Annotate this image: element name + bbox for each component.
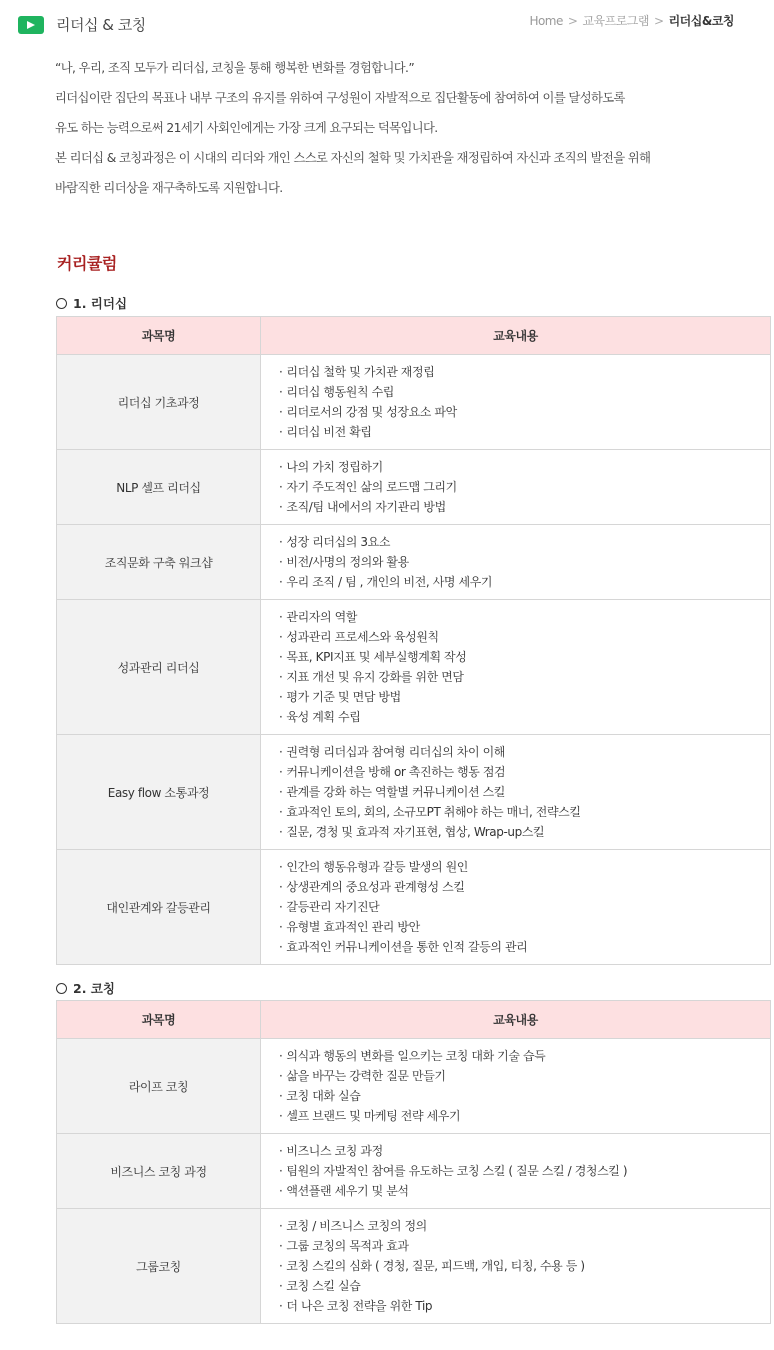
content-item: · 코칭 스킬의 심화 ( 경청, 질문, 피드백, 개입, 티칭, 수용 등 ) <box>279 1256 770 1276</box>
content-item: · 자기 주도적인 삶의 로드맵 그리기 <box>279 477 770 497</box>
table-header-row <box>57 317 771 355</box>
content-item: · 질문, 경청 및 효과적 자기표현, 협상, Wrap-up스킬 <box>279 822 770 842</box>
table-row <box>57 450 771 525</box>
course-name: Easy flow 소통과정 <box>57 735 261 850</box>
content-item: · 비즈니스 코칭 과정 <box>279 1141 770 1161</box>
content-item: · 코칭 대화 실습 <box>279 1086 770 1106</box>
course-name: 조직문화 구축 워크샵 <box>57 525 261 600</box>
curriculum-table <box>56 1000 771 1324</box>
table-row <box>57 1039 771 1134</box>
content-list <box>279 1216 770 1316</box>
column-header-course: 과목명 <box>57 317 261 355</box>
course-name: 라이프 코칭 <box>57 1039 261 1134</box>
course-name: 성과관리 리더십 <box>57 600 261 735</box>
content-list <box>279 1046 770 1126</box>
intro-line: 유도 하는 능력으로써 21세기 사회인에게는 가장 크게 요구되는 덕목입니다. <box>55 121 438 135</box>
breadcrumb-program-link[interactable]: 교육프로그램 <box>582 14 649 28</box>
course-content <box>261 735 771 850</box>
breadcrumb-current: 리더십&코칭 <box>668 14 734 28</box>
content-list <box>279 1141 770 1201</box>
course-content <box>261 450 771 525</box>
course-name: NLP 셀프 리더십 <box>57 450 261 525</box>
subsection-title <box>56 294 127 312</box>
content-list <box>279 607 770 727</box>
course-content <box>261 355 771 450</box>
table-row <box>57 355 771 450</box>
content-item: · 리더십 철학 및 가치관 재정립 <box>279 362 770 382</box>
course-name: 그룹코칭 <box>57 1209 261 1324</box>
breadcrumb <box>529 12 734 29</box>
content-list <box>279 742 770 842</box>
content-item: · 리더십 비전 확립 <box>279 422 770 442</box>
content-item: · 평가 기준 및 면담 방법 <box>279 687 770 707</box>
content-item: · 관리자의 역할 <box>279 607 770 627</box>
content-item: · 성장 리더십의 3요소 <box>279 532 770 552</box>
table-row <box>57 600 771 735</box>
content-item: · 팀원의 자발적인 참여를 유도하는 코칭 스킬 ( 질문 스킬 / 경청스킬 ) <box>279 1161 770 1181</box>
column-header-content: 교육내용 <box>261 1001 771 1039</box>
course-name: 리더십 기초과정 <box>57 355 261 450</box>
content-item: · 비전/사명의 정의와 활용 <box>279 552 770 572</box>
content-item: · 지표 개선 및 유지 강화를 위한 면담 <box>279 667 770 687</box>
content-item: · 성과관리 프로세스와 육성원칙 <box>279 627 770 647</box>
content-item: · 코칭 스킬 실습 <box>279 1276 770 1296</box>
content-list <box>279 362 770 442</box>
curriculum-title: 커리큘럼 <box>57 254 117 273</box>
course-content <box>261 600 771 735</box>
table-row <box>57 850 771 965</box>
intro-quote: “나, 우리, 조직 모두가 리더십, 코칭을 통해 행복한 변화를 경험합니다.” <box>55 61 415 75</box>
chevron-right-icon: > <box>654 13 664 28</box>
content-item: · 리더로서의 강점 및 성장요소 파악 <box>279 402 770 422</box>
content-item: · 더 나은 코칭 전략을 위한 Tip <box>279 1296 770 1316</box>
circle-bullet-icon <box>56 298 67 309</box>
intro-line: 본 리더십 & 코칭과정은 이 시대의 리더와 개인 스스로 자신의 철학 및 가치관을 재정립하여 자신과 조직의 발전을 위해 <box>55 151 651 165</box>
content-item: · 효과적인 토의, 회의, 소규모PT 취해야 하는 매너, 전략스킬 <box>279 802 770 822</box>
course-content <box>261 525 771 600</box>
content-item: · 액션플랜 세우기 및 분석 <box>279 1181 770 1201</box>
content-list <box>279 457 770 517</box>
table-row <box>57 525 771 600</box>
course-content <box>261 1134 771 1209</box>
content-item: · 코칭 / 비즈니스 코칭의 정의 <box>279 1216 770 1236</box>
column-header-course: 과목명 <box>57 1001 261 1039</box>
content-item: · 갈등관리 자기진단 <box>279 897 770 917</box>
content-item: · 육성 계획 수립 <box>279 707 770 727</box>
content-item: · 효과적인 커뮤니케이션을 통한 인적 갈등의 관리 <box>279 937 770 957</box>
content-item: · 커뮤니케이션을 방해 or 촉진하는 행동 점검 <box>279 762 770 782</box>
intro-line: 바람직한 리더상을 재구축하도록 지원합니다. <box>55 181 283 195</box>
content-item: · 목표, KPI지표 및 세부실행계획 작성 <box>279 647 770 667</box>
page-title: 리더십 & 코칭 <box>56 16 146 34</box>
table-row <box>57 735 771 850</box>
subsection-title <box>56 979 115 997</box>
content-list <box>279 532 770 592</box>
content-item: · 인간의 행동유형과 갈등 발생의 원인 <box>279 857 770 877</box>
intro-text <box>55 58 755 208</box>
breadcrumb-home-link[interactable]: Home <box>529 13 563 28</box>
subsection-title-text: 1. 리더십 <box>73 296 128 311</box>
page-header <box>0 0 774 48</box>
circle-bullet-icon <box>56 983 67 994</box>
content-item: · 나의 가치 정립하기 <box>279 457 770 477</box>
subsection-title-text: 2. 코칭 <box>73 981 115 996</box>
table-row <box>57 1209 771 1324</box>
chevron-right-icon: > <box>567 13 578 28</box>
content-item: · 삶을 바꾸는 강력한 질문 만들기 <box>279 1066 770 1086</box>
content-item: · 리더십 행동원칙 수립 <box>279 382 770 402</box>
content-item: · 의식과 행동의 변화를 일으키는 코칭 대화 기술 습득 <box>279 1046 770 1066</box>
content-item: · 유형별 효과적인 관리 방안 <box>279 917 770 937</box>
content-item: · 권력형 리더십과 참여형 리더십의 차이 이해 <box>279 742 770 762</box>
play-icon <box>18 16 44 34</box>
table-header-row <box>57 1001 771 1039</box>
curriculum-table <box>56 316 771 965</box>
course-content <box>261 1039 771 1134</box>
course-content <box>261 850 771 965</box>
content-item: · 조직/팀 내에서의 자기관리 방법 <box>279 497 770 517</box>
course-name: 대인관계와 갈등관리 <box>57 850 261 965</box>
table-row <box>57 1134 771 1209</box>
content-item: · 관계를 강화 하는 역할별 커뮤니케이션 스킬 <box>279 782 770 802</box>
intro-line: 리더십이란 집단의 목표나 내부 구조의 유지를 위하여 구성원이 자발적으로 집단활동에 참여하여 이를 달성하도록 <box>55 91 625 105</box>
content-item: · 상생관계의 중요성과 관계형성 스킬 <box>279 877 770 897</box>
column-header-content: 교육내용 <box>261 317 771 355</box>
content-item: · 그룹 코칭의 목적과 효과 <box>279 1236 770 1256</box>
course-content <box>261 1209 771 1324</box>
course-name: 비즈니스 코칭 과정 <box>57 1134 261 1209</box>
content-item: · 우리 조직 / 팀 , 개인의 비전, 사명 세우기 <box>279 572 770 592</box>
content-list <box>279 857 770 957</box>
content-item: · 셀프 브랜드 및 마케팅 전략 세우기 <box>279 1106 770 1126</box>
